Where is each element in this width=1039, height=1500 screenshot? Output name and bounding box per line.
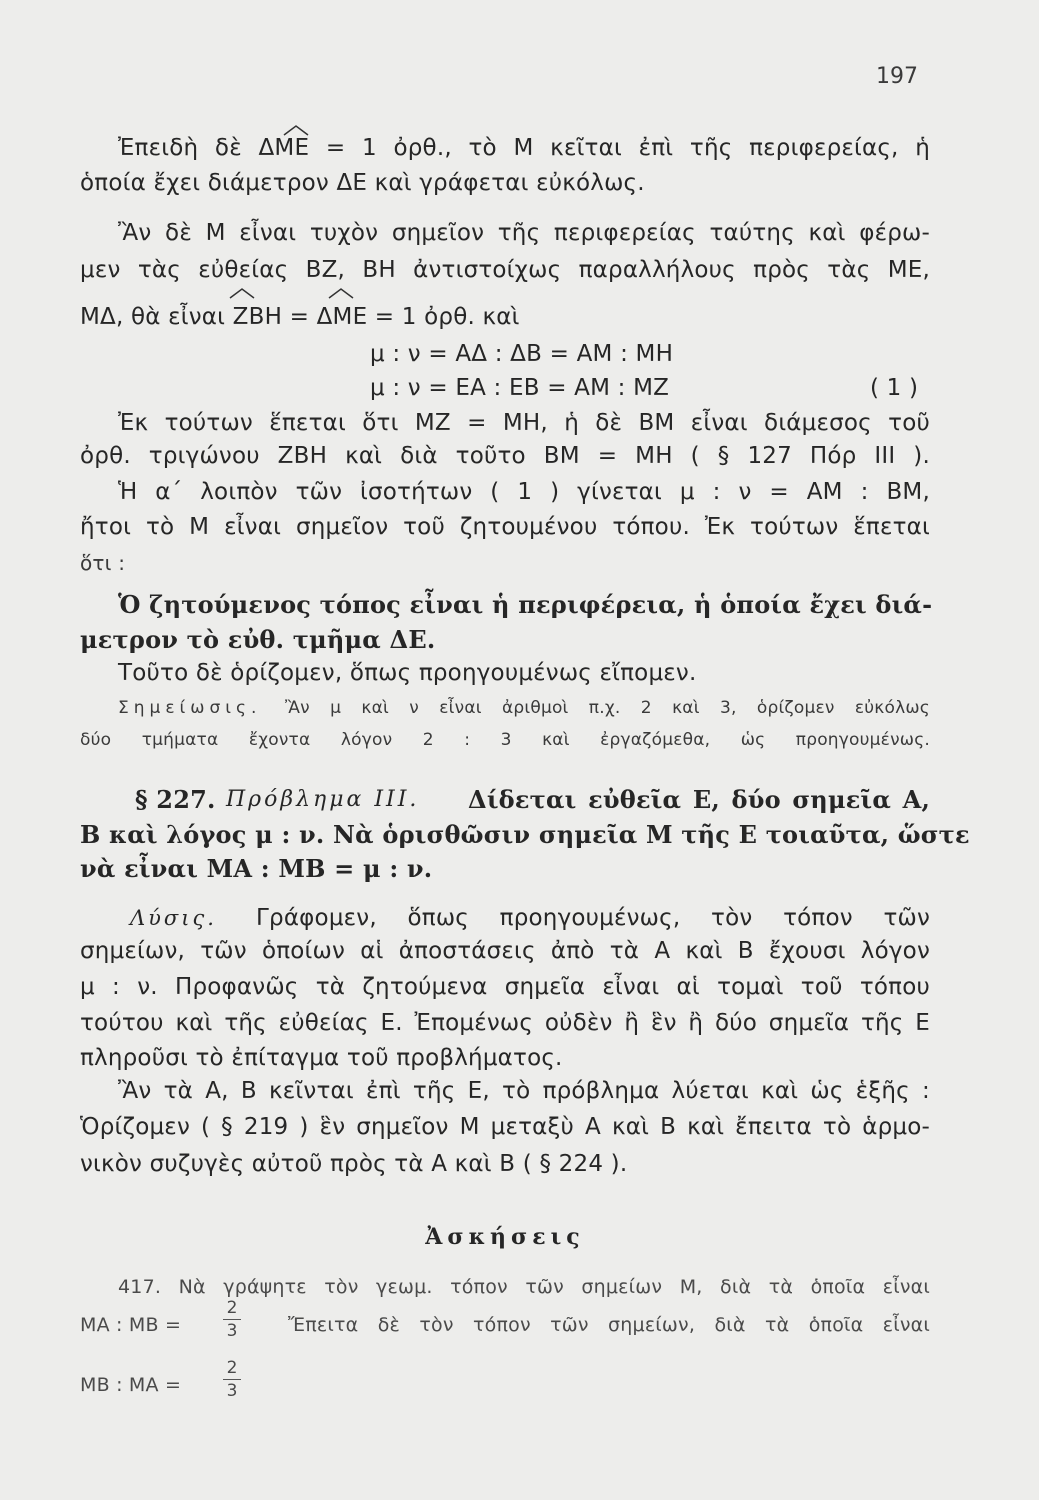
- text-line: Ὁρίζομεν ( § 219 ) ἓν σημεῖον Μ μεταξὺ Α καὶ Β καὶ ἔπειτα τὸ ἁρμο-: [80, 1114, 930, 1140]
- text-line: Ἐκ τούτων ἕπεται ὅτι ΜΖ = ΜΗ, ἡ δὲ ΒΜ εἶναι διάμεσος τοῦ: [118, 410, 930, 436]
- equation-line: μ : ν = ΑΔ : ΔΒ = ΑΜ : ΜΗ: [370, 341, 674, 367]
- problem-line: Β καὶ λόγος μ : ν. Νὰ ὁρισθῶσιν σημεῖα Μ τῆς Ε τοιαῦτα, ὥστε: [80, 820, 970, 849]
- text-line: ἤτοι τὸ Μ εἶναι σημεῖον τοῦ ζητουμένου τόπου. Ἐκ τούτων ἕπεται: [80, 514, 930, 540]
- text-line: νικὸν συζυγὲς αὐτοῦ πρὸς τὰ Α καὶ Β ( § 224 ).: [80, 1151, 628, 1177]
- equation-number: ( 1 ): [870, 375, 919, 401]
- text-line: ΜΔ, θὰ εἶναι ΖΒΗ = ΔΜΕ = 1 ὀρθ. καὶ: [80, 304, 520, 330]
- text-line: Γράφομεν, ὅπως προηγουμένως, τὸν τόπον τῶν: [256, 905, 930, 931]
- note-line: δύο τμήματα ἔχοντα λόγον 2 : 3 καὶ ἐργαζόμεθα, ὡς προηγουμένως.: [80, 730, 930, 750]
- problem-title: Πρόβλημα ΙΙΙ.: [226, 787, 420, 812]
- exercise-formula: ΜΒ : ΜΑ =: [80, 1374, 182, 1396]
- problem-line: Δίδεται εὐθεῖα Ε, δύο σημεῖα Α,: [468, 785, 930, 814]
- note-label: Σημείωσις.: [118, 698, 262, 718]
- exercise-line: Ἔπειτα δὲ τὸν τόπον τῶν σημείων, διὰ τὰ ὁποῖα εἶναι: [288, 1314, 930, 1336]
- fraction-denominator: 3: [226, 1321, 238, 1341]
- angle-hat-icon: [228, 287, 256, 299]
- text-line: πληροῦσι τὸ ἐπίταγμα τοῦ προβλήματος.: [80, 1045, 563, 1071]
- text-line: σημείων, τῶν ὁποίων αἱ ἀποστάσεις ἀπὸ τὰ Α καὶ Β ἔχουσι λόγον: [80, 938, 930, 964]
- exercise-line: 417. Νὰ γράψητε τὸν γεωμ. τόπον τῶν σημείων Μ, διὰ τὰ ὁποῖα εἶναι: [118, 1276, 930, 1298]
- exercise-formula: ΜΑ : ΜΒ =: [80, 1314, 182, 1336]
- fraction-bar: [223, 1379, 241, 1380]
- fraction-bar: [223, 1319, 241, 1320]
- fraction: [223, 1358, 241, 1401]
- text-line: Ἂν δὲ Μ εἶναι τυχὸν σημεῖον τῆς περιφερείας ταύτης καὶ φέρω-: [118, 220, 930, 246]
- text-line: ὀρθ. τριγώνου ΖΒΗ καὶ διὰ τοῦτο ΒΜ = ΜΗ ( § 127 Πόρ ΙΙΙ ).: [80, 443, 930, 469]
- fraction-numerator: 2: [226, 1298, 238, 1318]
- text-line: μ : ν. Προφανῶς τὰ ζητούμενα σημεῖα εἶναι αἱ τομαὶ τοῦ τόπου: [80, 974, 930, 1000]
- exercises-heading: Ἀσκήσεις: [425, 1224, 585, 1250]
- angle-hat-icon: [282, 124, 310, 136]
- note-line: Ἂν μ καὶ ν εἶναι ἀριθμοὶ π.χ. 2 καὶ 3, ὁρίζομεν εὐκόλως: [285, 698, 930, 718]
- text-line: ὁποία ἔχει διάμετρον ΔΕ καὶ γράφεται εὐκόλως.: [80, 170, 645, 196]
- text-line: ὅτι :: [80, 551, 126, 575]
- text-line: Ἡ α΄ λοιπὸν τῶν ἰσοτήτων ( 1 ) γίνεται μ : ν = ΑΜ : ΒΜ,: [118, 479, 930, 505]
- text-line: Τοῦτο δὲ ὁρίζομεν, ὅπως προηγουμένως εἴπομεν.: [118, 660, 697, 686]
- text-line: τούτου καὶ τῆς εὐθείας Ε. Ἐπομένως οὐδὲν ἢ ἓν ἢ δύο σημεῖα τῆς Ε: [80, 1010, 930, 1036]
- text-line: Ἂν τὰ Α, Β κεῖνται ἐπὶ τῆς Ε, τὸ πρόβλημα λύεται καὶ ὡς ἑξῆς :: [118, 1078, 930, 1104]
- page-number: 197: [876, 64, 918, 89]
- fraction-denominator: 3: [226, 1381, 238, 1401]
- equation-line: μ : ν = ΕΑ : ΕΒ = ΑΜ : ΜΖ: [370, 375, 670, 401]
- solution-label: Λύσις.: [130, 906, 217, 930]
- theorem-line: μετρον τὸ εὐθ. τμῆμα ΔΕ.: [80, 625, 436, 654]
- text-line: μεν τὰς εὐθείας ΒΖ, ΒΗ ἀντιστοίχως παραλλήλους πρὸς τὰς ΜΕ,: [80, 257, 930, 283]
- section-number: § 227.: [135, 785, 216, 814]
- fraction: [223, 1298, 241, 1341]
- problem-line: νὰ εἶναι ΜΑ : ΜΒ = μ : ν.: [80, 854, 433, 883]
- angle-hat-icon: [327, 287, 355, 299]
- theorem-line: Ὁ ζητούμενος τόπος εἶναι ἡ περιφέρεια, ἡ ὁποία ἔχει διά-: [118, 590, 933, 619]
- fraction-numerator: 2: [226, 1358, 238, 1378]
- text-line: Ἐπειδὴ δὲ ΔΜΕ = 1 ὀρθ., τὸ Μ κεῖται ἐπὶ τῆς περιφερείας, ἡ: [118, 135, 930, 161]
